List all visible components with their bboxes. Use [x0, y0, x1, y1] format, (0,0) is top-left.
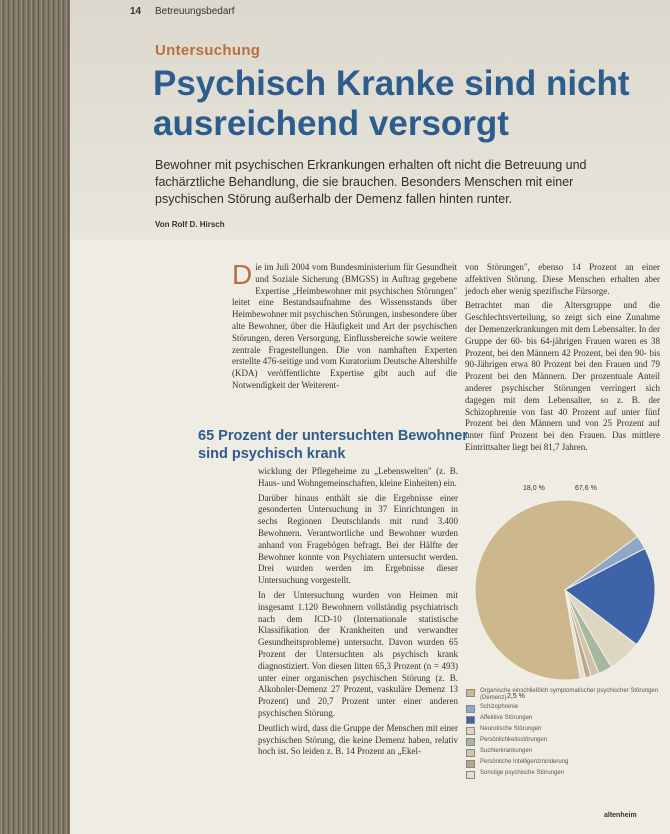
legend-swatch [466, 689, 475, 697]
section-label: Betreuungsbedarf [155, 6, 235, 17]
pie-data-label: 2,5 % [507, 693, 525, 700]
paragraph: wicklung der Pflegeheime zu „Lebenswelten" (z. B. Haus- und Wohngemeinschaften, kleine Einheiten) ein. [258, 466, 458, 488]
legend-swatch [466, 716, 475, 724]
legend-label: Organische einschließlich symptomatischer psychischer Störungen (Demenz) [480, 688, 659, 701]
legend-label: Persönliche Intelligenzminderung [480, 759, 569, 765]
subheading: 65 Prozent der untersuchten Bewohner sind psychisch krank [198, 428, 468, 462]
legend-label: Persönlichkeitsstörungen [480, 737, 548, 743]
legend-item [466, 688, 666, 702]
paragraph: ie im Juli 2004 vom Bundesministerium für Gesundheit und Soziale Sicherung (BMGSS) in Auftrag gegebene Expertise „Heimbewohner mit psychischen Störungen" leitet eine Bestandsaufnahme des Wissensstands über Heimbewohner mit psychischen Störungen, insbesondere über alte Bewohner, über die Häufigkeit und Art der psychischen Störungen, deren Versorgung, Einflussbereiche sowie weitere zentrale Fragestellungen. Die von namhaften Experten erstellte 476-seitige und vom Kuratorium Deutsche Altershilfe (KDA) veröffentlichte Expertise gibt auch auf die Notwendigkeit der Weiterent- [232, 262, 457, 390]
paragraph: In der Untersuchung wurden von Heimen mit insgesamt 1.120 Bewohnern vollständig psychiatrisch nach dem ICD-10 (Internationale statistische Klassifikation der Krankheiten und verwandter Gesundheitsprobleme) untersucht. Davon wurden 65 Prozent der Untersuchten als psychisch krank diagnostiziert. Von diesen litten 65,3 Prozent (n = 493) unter einer organischen psychischen Störung (z. B. Alkoholer-Demenz 27 Prozent, vaskuläre Demenz 13 Prozent) und 20,7 Prozent unter einer anderen psychischen Störung. [258, 589, 458, 718]
author-line: Von Rolf D. Hirsch [155, 220, 225, 229]
legend-item [466, 759, 666, 768]
pie-data-label: 67,6 % [575, 485, 597, 492]
paragraph: Darüber hinaus enthält sie die Ergebnisse einer gesonderten Untersuchung in 37 Einrichtungen in sechs Regionen Deutschlands mit rund 3.400 Bewohnern. Verantwortliche und Bewohner wurden anhand von Fragebögen befragt. Bei der Hälfte der Bewohner konnte von Psychiatern untersucht werden. Drei wurden werden im Ergebnisse dieser Untersuchung vorgestellt. [258, 492, 458, 586]
magazine-footer: altenheim [604, 812, 637, 819]
legend-swatch [466, 738, 475, 746]
legend-label: Sonstige psychische Störungen [480, 770, 565, 776]
legend-item [466, 715, 666, 724]
page-number: 14 [130, 6, 142, 17]
legend-label: Suchterkrankungen [480, 748, 533, 754]
legend-swatch [466, 771, 475, 779]
kicker: Untersuchung [155, 42, 261, 59]
column-1-top [232, 259, 457, 395]
legend-swatch [466, 705, 475, 713]
pie-data-label: 18,0 % [523, 485, 545, 492]
legend-label: Schizophrenie [480, 704, 519, 710]
legend-swatch [466, 749, 475, 757]
legend-item [466, 737, 666, 746]
column-1-bottom [258, 466, 458, 761]
article-title: Psychisch Kranke sind nicht ausreichend versorgt [153, 64, 630, 143]
legend-label: Neurotische Störungen [480, 726, 542, 732]
drop-cap: D [232, 259, 253, 290]
legend-swatch [466, 760, 475, 768]
page-edges [0, 0, 78, 834]
column-2 [465, 262, 660, 457]
article-lead: Bewohner mit psychischen Erkrankungen erhalten oft nicht die Betreuung und fachärztliche Behandlung, die sie brauchen. Besonders Menschen mit einer psychischen Störung außerhalb der Demenz fallen hinten runter. [155, 158, 587, 206]
legend-swatch [466, 727, 475, 735]
paragraph: von Störungen", ebenso 14 Prozent an einer affektiven Störung. Diese Menschen erhalten aber jedoch eher wenig spezifische Fürsorge. [465, 262, 660, 296]
chart-legend [466, 688, 666, 781]
legend-item [466, 748, 666, 757]
legend-item [466, 726, 666, 735]
legend-label: Affektive Störungen [480, 715, 533, 721]
paragraph: Betrachtet man die Altersgruppe und die Geschlechtsverteilung, so zeigt sich eine Zunahme der Demenzerkrankungen mit dem Lebensalter. In der Gruppe der 60- bis 64-jährigen Frauen waren es 38 Prozent, bei den Männern 42 Prozent, bei den 90- bis 90-Jährigen etwa 80 Prozent bei den Frauen und 79 Prozent bei den Männern. Der prozentuale Anteil anderer psychischer Störungen verringert sich dagegen mit dem Lebensalter, so z. B. der Schizophrenie von fast 40 Prozent auf unter fünf Prozent bei den Männern und von 25 Prozent auf unter fünf Prozent bei den Frauen. Das mittlere Eintrittsalter liegt bei 81,7 Jahren. [465, 300, 660, 452]
paragraph: Deutlich wird, dass die Gruppe der Menschen mit einer psychischen Störung, die keine Demenz haben, relativ hoch ist. So leiden z. B. 14 Prozent an „Ekel- [258, 722, 458, 757]
legend-item [466, 770, 666, 779]
legend-item [466, 704, 666, 713]
